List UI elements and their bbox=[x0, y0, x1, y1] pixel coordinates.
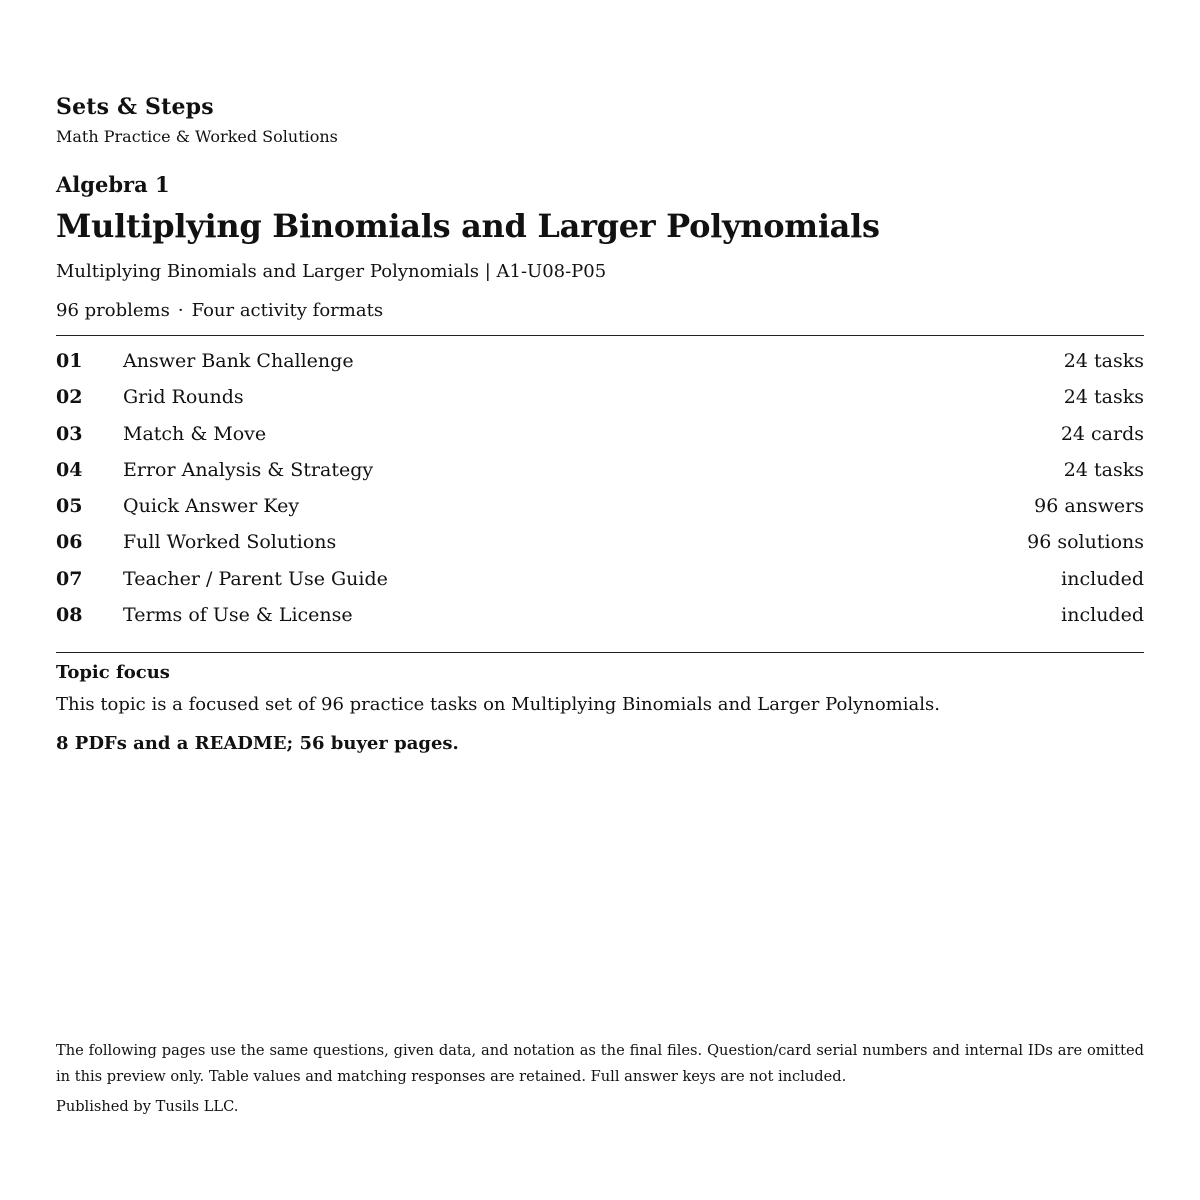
contents-row bbox=[56, 597, 1144, 633]
contents-count: 24 tasks bbox=[1063, 386, 1144, 409]
topic-focus-heading: Topic focus bbox=[56, 662, 170, 683]
contents-row bbox=[56, 452, 1144, 488]
contents-title: Answer Bank Challenge bbox=[123, 350, 354, 372]
meta-separator: · bbox=[177, 300, 184, 321]
product-meta bbox=[56, 300, 383, 321]
problem-count: 96 problems bbox=[56, 300, 170, 321]
activity-formats: Four activity formats bbox=[191, 300, 384, 321]
contents-number: 06 bbox=[56, 531, 83, 554]
contents-number: 07 bbox=[56, 567, 83, 590]
file-summary: 8 PDFs and a README; 56 buyer pages. bbox=[56, 733, 459, 754]
contents-row bbox=[56, 524, 1144, 560]
contents-row bbox=[56, 416, 1144, 452]
contents-row bbox=[56, 343, 1144, 379]
contents-number: 03 bbox=[56, 422, 83, 445]
preview-note: The following pages use the same questions, given data, and notation as the final files. Question/card serial numbers and internal IDs are omitted in this preview only. Table values and matching responses are retained. Full answer keys are not included. bbox=[56, 1042, 1144, 1085]
contents-row bbox=[56, 488, 1144, 524]
contents-number: 05 bbox=[56, 495, 83, 518]
contents-title: Teacher / Parent Use Guide bbox=[123, 567, 388, 590]
contents-count: included bbox=[1061, 567, 1144, 590]
contents-number: 04 bbox=[56, 458, 83, 481]
contents-count: 24 tasks bbox=[1063, 458, 1144, 481]
contents-number: 08 bbox=[56, 604, 83, 627]
contents-number: 02 bbox=[56, 386, 83, 409]
contents-title: Grid Rounds bbox=[123, 386, 244, 409]
contents-count: 96 answers bbox=[1034, 495, 1144, 518]
contents-title: Quick Answer Key bbox=[123, 495, 300, 518]
contents-title: Error Analysis & Strategy bbox=[123, 458, 374, 481]
contents-count: 96 solutions bbox=[1027, 531, 1144, 554]
brand-name: Sets & Steps bbox=[56, 94, 214, 120]
brand-tagline: Math Practice & Worked Solutions bbox=[56, 127, 338, 146]
contents-count: included bbox=[1061, 604, 1144, 627]
contents-title: Match & Move bbox=[123, 422, 267, 445]
contents-row bbox=[56, 379, 1144, 415]
contents-count: 24 tasks bbox=[1063, 350, 1144, 372]
page-subtitle: Multiplying Binomials and Larger Polynomials | A1-U08-P05 bbox=[56, 261, 607, 282]
product-cover-page bbox=[56, 0, 1144, 1200]
contents-top-divider bbox=[56, 335, 1144, 336]
page-title: Multiplying Binomials and Larger Polynomials bbox=[56, 207, 880, 245]
publisher-line: Published by Tusils LLC. bbox=[56, 1098, 239, 1115]
contents-number: 01 bbox=[56, 350, 83, 372]
contents-title: Full Worked Solutions bbox=[123, 531, 337, 554]
contents-bottom-divider bbox=[56, 652, 1144, 653]
course-label: Algebra 1 bbox=[56, 172, 170, 197]
topic-focus-text: This topic is a focused set of 96 practice tasks on Multiplying Binomials and Larger Polynomials. bbox=[56, 694, 940, 715]
contents-count: 24 cards bbox=[1060, 422, 1144, 445]
contents-title: Terms of Use & License bbox=[123, 604, 353, 627]
contents-list bbox=[56, 343, 1144, 633]
contents-row bbox=[56, 561, 1144, 597]
